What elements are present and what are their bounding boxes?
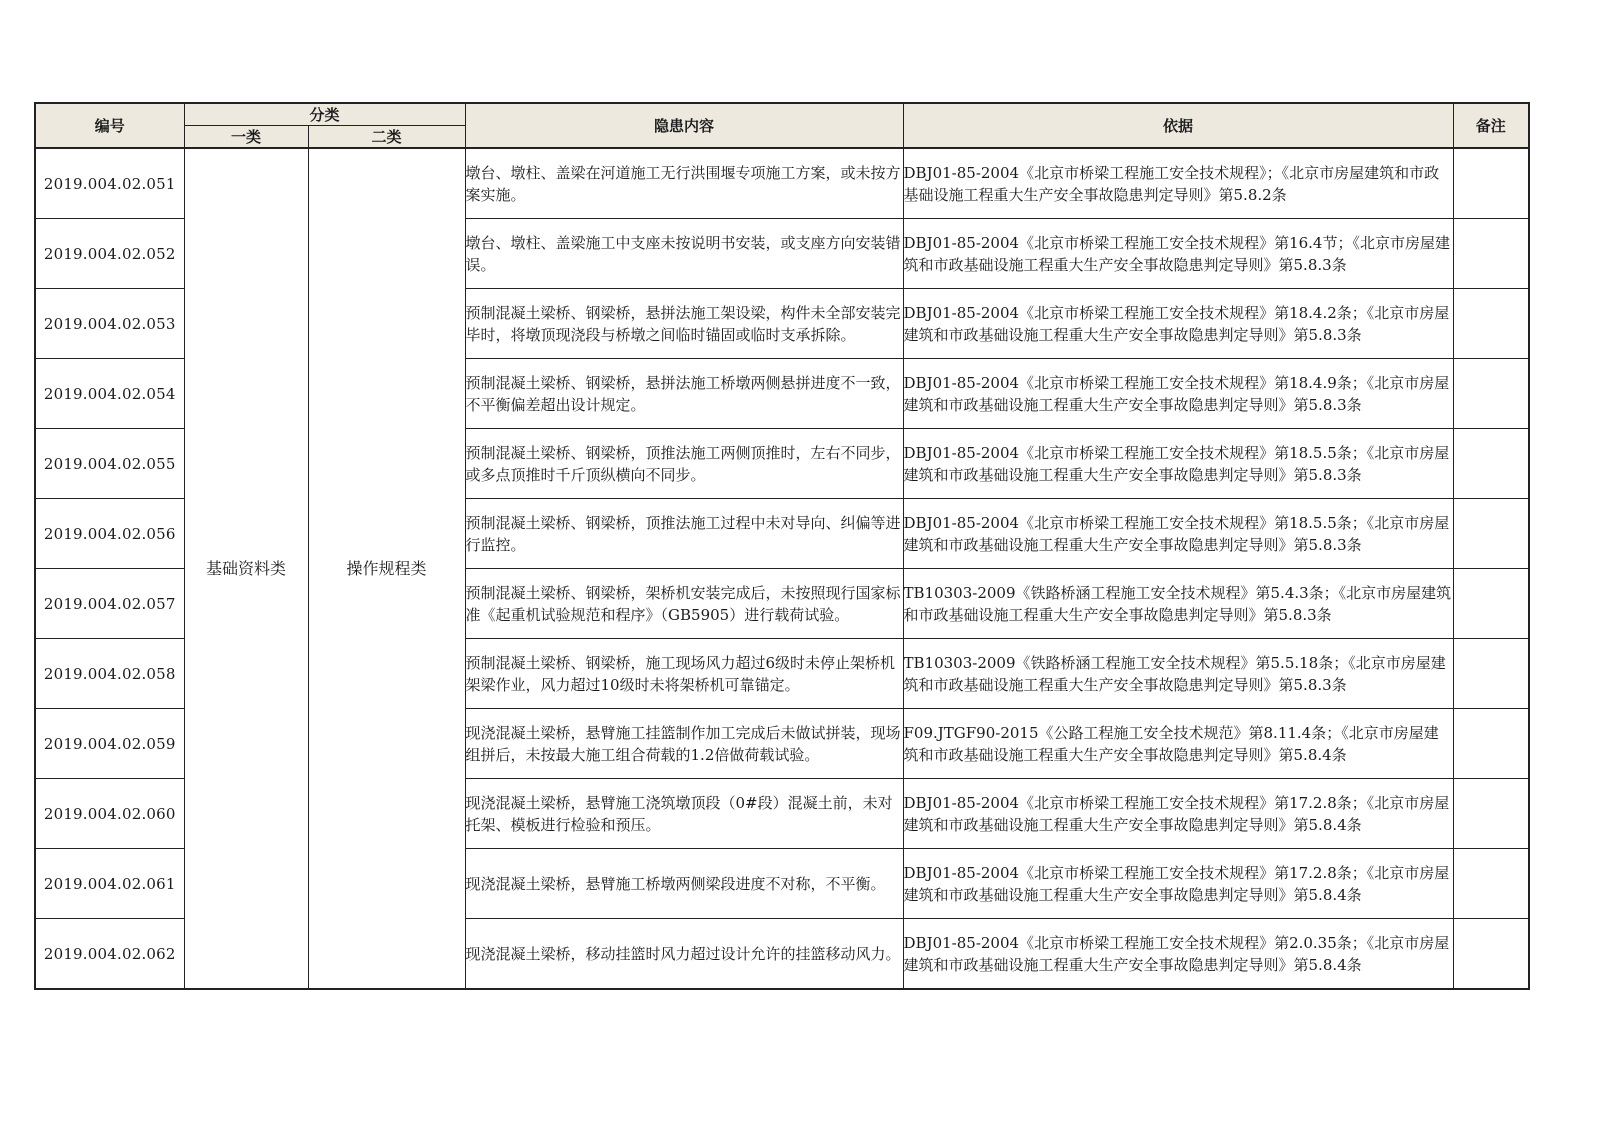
row-basis: TB10303-2009《铁路桥涵工程施工安全技术规程》第5.5.18条；《北京市房屋建筑和市政基础设施工程重大生产安全事故隐患判定导则》第5.8.3条 <box>903 639 1453 709</box>
row-content: 墩台、墩柱、盖梁在河道施工无行洪围堰专项施工方案，或未按方案实施。 <box>465 148 903 219</box>
row-content: 现浇混凝土梁桥，悬臂施工挂篮制作加工完成后未做试拼装，现场组拼后，未按最大施工组合荷载的1.2倍做荷载试验。 <box>465 709 903 779</box>
row-note <box>1453 219 1529 289</box>
row-basis: DBJ01-85-2004《北京市桥梁工程施工安全技术规程》第18.4.2条；《北京市房屋建筑和市政基础设施工程重大生产安全事故隐患判定导则》第5.8.3条 <box>903 289 1453 359</box>
row-basis: DBJ01-85-2004《北京市桥梁工程施工安全技术规程》第17.2.8条；《北京市房屋建筑和市政基础设施工程重大生产安全事故隐患判定导则》第5.8.4条 <box>903 779 1453 849</box>
row-content: 现浇混凝土梁桥，悬臂施工桥墩两侧梁段进度不对称，不平衡。 <box>465 849 903 919</box>
row-note <box>1453 289 1529 359</box>
row-basis: DBJ01-85-2004《北京市桥梁工程施工安全技术规程》第18.4.9条；《北京市房屋建筑和市政基础设施工程重大生产安全事故隐患判定导则》第5.8.3条 <box>903 359 1453 429</box>
header-category: 分类 <box>184 103 465 126</box>
row-content: 墩台、墩柱、盖梁施工中支座未按说明书安装，或支座方向安装错误。 <box>465 219 903 289</box>
table-body <box>35 148 1529 989</box>
row-note <box>1453 709 1529 779</box>
row-code: 2019.004.02.061 <box>35 849 184 919</box>
row-note <box>1453 499 1529 569</box>
row-code: 2019.004.02.057 <box>35 569 184 639</box>
header-note: 备注 <box>1453 103 1529 148</box>
header-code: 编号 <box>35 103 184 148</box>
header-basis: 依据 <box>903 103 1453 148</box>
row-note <box>1453 639 1529 709</box>
row-note <box>1453 849 1529 919</box>
row-content: 预制混凝土梁桥、钢梁桥，架桥机安装完成后，未按照现行国家标准《起重机试验规范和程序》（GB5905）进行载荷试验。 <box>465 569 903 639</box>
row-code: 2019.004.02.056 <box>35 499 184 569</box>
row-note <box>1453 919 1529 990</box>
header-category-2: 二类 <box>308 126 465 149</box>
row-basis: F09.JTGF90-2015《公路工程施工安全技术规范》第8.11.4条；《北京市房屋建筑和市政基础设施工程重大生产安全事故隐患判定导则》第5.8.4条 <box>903 709 1453 779</box>
row-code: 2019.004.02.058 <box>35 639 184 709</box>
row-code: 2019.004.02.052 <box>35 219 184 289</box>
row-code: 2019.004.02.053 <box>35 289 184 359</box>
row-code: 2019.004.02.062 <box>35 919 184 990</box>
row-content: 预制混凝土梁桥、钢梁桥，悬拼法施工架设梁，构件未全部安装完毕时，将墩顶现浇段与桥墩之间临时锚固或临时支承拆除。 <box>465 289 903 359</box>
row-code: 2019.004.02.060 <box>35 779 184 849</box>
row-code: 2019.004.02.059 <box>35 709 184 779</box>
row-note <box>1453 359 1529 429</box>
row-basis: DBJ01-85-2004《北京市桥梁工程施工安全技术规程》第2.0.35条；《北京市房屋建筑和市政基础设施工程重大生产安全事故隐患判定导则》第5.8.4条 <box>903 919 1453 990</box>
row-code: 2019.004.02.055 <box>35 429 184 499</box>
row-basis: DBJ01-85-2004《北京市桥梁工程施工安全技术规程》第18.5.5条；《北京市房屋建筑和市政基础设施工程重大生产安全事故隐患判定导则》第5.8.3条 <box>903 429 1453 499</box>
row-basis: DBJ01-85-2004《北京市桥梁工程施工安全技术规程》第16.4节；《北京市房屋建筑和市政基础设施工程重大生产安全事故隐患判定导则》第5.8.3条 <box>903 219 1453 289</box>
row-content: 预制混凝土梁桥、钢梁桥，施工现场风力超过6级时未停止架桥机架梁作业，风力超过10级时未将架桥机可靠锚定。 <box>465 639 903 709</box>
row-code: 2019.004.02.051 <box>35 148 184 219</box>
row-basis: DBJ01-85-2004《北京市桥梁工程施工安全技术规程》；《北京市房屋建筑和市政基础设施工程重大生产安全事故隐患判定导则》第5.8.2条 <box>903 148 1453 219</box>
table-row <box>35 148 1529 219</box>
row-content: 预制混凝土梁桥、钢梁桥，顶推法施工过程中未对导向、纠偏等进行监控。 <box>465 499 903 569</box>
row-note <box>1453 148 1529 219</box>
row-content: 预制混凝土梁桥、钢梁桥，悬拼法施工桥墩两侧悬拼进度不一致，不平衡偏差超出设计规定。 <box>465 359 903 429</box>
row-basis: TB10303-2009《铁路桥涵工程施工安全技术规程》第5.4.3条；《北京市房屋建筑和市政基础设施工程重大生产安全事故隐患判定导则》第5.8.3条 <box>903 569 1453 639</box>
row-note <box>1453 779 1529 849</box>
header-category-1: 一类 <box>184 126 308 149</box>
row-note <box>1453 429 1529 499</box>
row-content: 预制混凝土梁桥、钢梁桥，顶推法施工两侧顶推时，左右不同步，或多点顶推时千斤顶纵横向不同步。 <box>465 429 903 499</box>
row-basis: DBJ01-85-2004《北京市桥梁工程施工安全技术规程》第17.2.8条；《北京市房屋建筑和市政基础设施工程重大生产安全事故隐患判定导则》第5.8.4条 <box>903 849 1453 919</box>
category-2-cell: 操作规程类 <box>308 148 465 989</box>
row-content: 现浇混凝土梁桥，移动挂篮时风力超过设计允许的挂篮移动风力。 <box>465 919 903 990</box>
header-content: 隐患内容 <box>465 103 903 148</box>
row-content: 现浇混凝土梁桥，悬臂施工浇筑墩顶段（0#段）混凝土前，未对托架、模板进行检验和预压。 <box>465 779 903 849</box>
hazard-table <box>34 102 1530 990</box>
row-basis: DBJ01-85-2004《北京市桥梁工程施工安全技术规程》第18.5.5条；《北京市房屋建筑和市政基础设施工程重大生产安全事故隐患判定导则》第5.8.3条 <box>903 499 1453 569</box>
category-1-cell: 基础资料类 <box>184 148 308 989</box>
row-note <box>1453 569 1529 639</box>
row-code: 2019.004.02.054 <box>35 359 184 429</box>
